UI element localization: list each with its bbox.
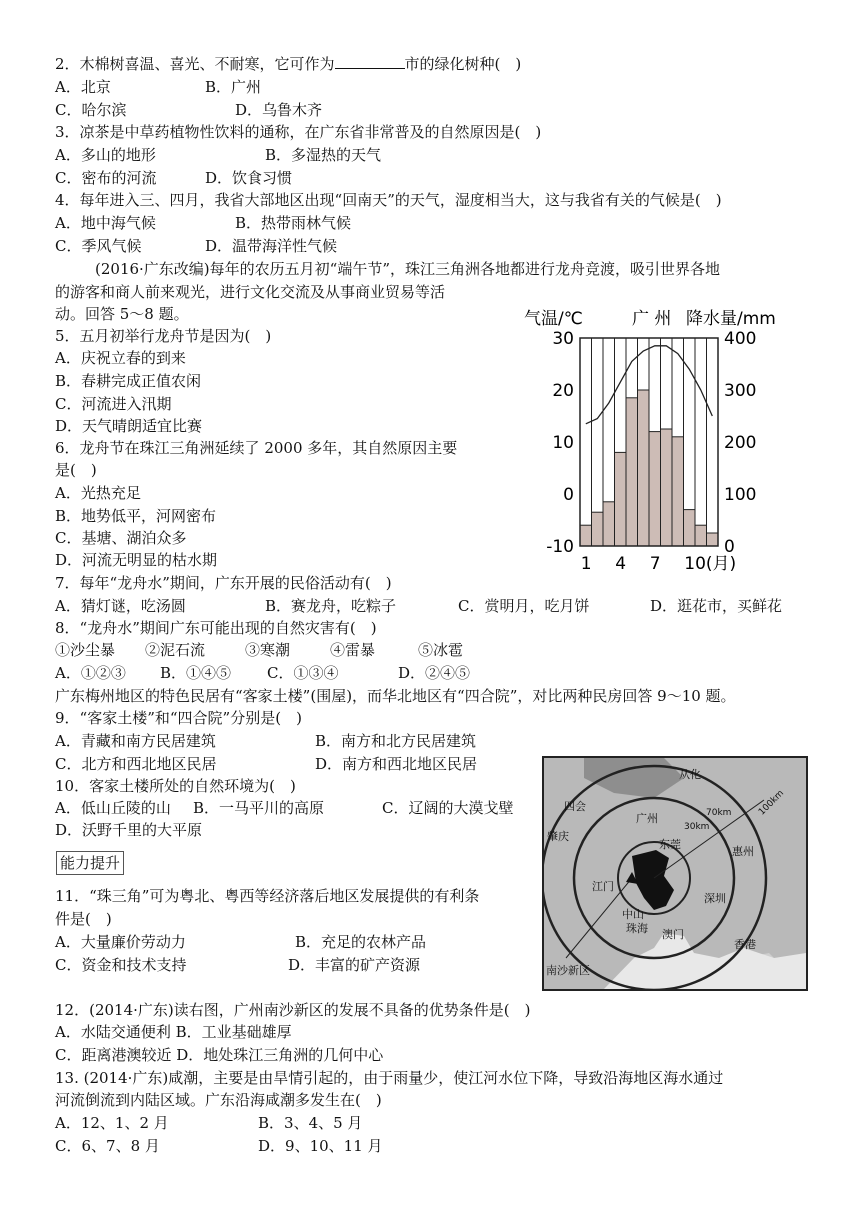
chart-ylabel-right: 降水量/mm bbox=[686, 309, 776, 329]
intro-9-10: 广东梅州地区的特色民居有“客家土楼”(围屋)，而华北地区有“四合院”，对比两种民房回答 9～10 题。 bbox=[55, 687, 736, 705]
q5-option-c[interactable]: C．河流进入汛期 bbox=[55, 395, 172, 413]
q3-option-b[interactable]: B．多湿热的天气 bbox=[265, 146, 382, 164]
precip-bar bbox=[661, 429, 673, 546]
left-tick-label: -10 bbox=[546, 537, 574, 557]
q8-stem: 8．“龙舟水”期间广东可能出现的自然灾害有( ) bbox=[55, 619, 377, 637]
q4-option-d[interactable]: D．温带海洋性气候 bbox=[205, 237, 338, 255]
map-label-guangzhou: 广州 bbox=[636, 812, 658, 825]
q3-option-d[interactable]: D．饮食习惯 bbox=[205, 169, 293, 187]
right-tick-label: 200 bbox=[724, 433, 757, 453]
q11-option-c[interactable]: C．资金和技术支持 bbox=[55, 956, 187, 974]
q2-option-a[interactable]: A．北京 bbox=[55, 78, 111, 96]
q10-stem: 10．客家土楼所处的自然环境为( ) bbox=[55, 777, 296, 795]
left-tick-label: 0 bbox=[563, 485, 574, 505]
q9-option-c[interactable]: C．北方和西北地区民居 bbox=[55, 755, 217, 773]
q12-options-cd[interactable]: C．距离港澳较近 D．地处珠江三角洲的几何中心 bbox=[55, 1046, 384, 1064]
precip-bar bbox=[684, 510, 696, 546]
q9-stem: 9．“客家土楼”和“四合院”分别是( ) bbox=[55, 709, 302, 727]
q6-option-a[interactable]: A．光热充足 bbox=[55, 484, 141, 502]
q8-item-3: ③寒潮 bbox=[245, 641, 291, 659]
map-label-shenzhen: 深圳 bbox=[704, 892, 726, 905]
q10-option-a[interactable]: A．低山丘陵的山 bbox=[55, 799, 171, 817]
q6-stem-line2: 是( ) bbox=[55, 461, 97, 479]
q13-option-a[interactable]: A．12、1、2 月 bbox=[55, 1114, 169, 1132]
q7-option-c[interactable]: C．赏明月，吃月饼 bbox=[458, 597, 590, 615]
q6-option-c[interactable]: C．基塘、湖泊众多 bbox=[55, 529, 187, 547]
intro-5-8-line2: 的游客和商人前来观光，进行文化交流及从事商业贸易等活 bbox=[55, 283, 446, 301]
map-label-70km: 70km bbox=[706, 808, 732, 818]
q2-option-b[interactable]: B．广州 bbox=[205, 78, 262, 96]
guangzhou-climate-chart bbox=[518, 300, 798, 578]
left-tick-label: 20 bbox=[552, 381, 574, 401]
q5-option-a[interactable]: A．庆祝立春的到来 bbox=[55, 349, 186, 367]
map-label-conghua: 从化 bbox=[679, 768, 701, 781]
pearl-river-delta-map bbox=[542, 756, 808, 991]
map-label-zhaoqing: 肇庆 bbox=[547, 830, 569, 843]
q8-item-1: ①沙尘暴 bbox=[55, 641, 116, 659]
q4-option-b[interactable]: B．热带雨林气候 bbox=[235, 214, 352, 232]
precip-bar bbox=[603, 502, 615, 546]
q5-option-b[interactable]: B．春耕完成正值农闲 bbox=[55, 372, 202, 390]
q8-option-c[interactable]: C．①③④ bbox=[267, 664, 339, 682]
q8-option-a[interactable]: A．①②③ bbox=[55, 664, 126, 682]
map-label-hongkong: 香港 bbox=[734, 938, 756, 951]
precip-bar bbox=[580, 525, 592, 546]
q4-option-c[interactable]: C．季风气候 bbox=[55, 237, 142, 255]
right-tick-label: 0 bbox=[724, 537, 735, 557]
x-tick-label: 7 bbox=[649, 554, 661, 574]
left-tick-label: 10 bbox=[552, 433, 574, 453]
q12-options-ab[interactable]: A．水陆交通便利 B．工业基础雄厚 bbox=[55, 1023, 292, 1041]
q13-stem-line2: 河流倒流到内陆区域。广东沿海咸潮多发生在( ) bbox=[55, 1091, 382, 1109]
precip-bar bbox=[626, 398, 638, 546]
q8-item-4: ④雷暴 bbox=[330, 641, 376, 659]
map-label-macau: 澳门 bbox=[662, 928, 684, 941]
map-label-sihui: 四会 bbox=[564, 800, 586, 813]
q2-option-c[interactable]: C．哈尔滨 bbox=[55, 101, 127, 119]
precip-bar bbox=[592, 512, 604, 546]
right-tick-label: 300 bbox=[724, 381, 757, 401]
map-label-100km: 100km bbox=[757, 788, 787, 818]
q6-stem-line1: 6．龙舟节在珠江三角洲延续了 2000 多年，其自然原因主要 bbox=[55, 439, 458, 457]
q11-stem-line1: 11．“珠三角”可为粤北、粤西等经济落后地区发展提供的有利条 bbox=[55, 887, 480, 905]
x-tick-label: 4 bbox=[615, 554, 627, 574]
q7-option-a[interactable]: A．猜灯谜，吃汤圆 bbox=[55, 597, 186, 615]
x-tick-label: 1 bbox=[580, 554, 592, 574]
q11-option-b[interactable]: B．充足的农林产品 bbox=[295, 933, 427, 951]
q10-option-c[interactable]: C．辽阔的大漠戈壁 bbox=[382, 799, 514, 817]
left-tick-label: 30 bbox=[552, 329, 574, 349]
q13-option-d[interactable]: D．9、10、11 月 bbox=[258, 1137, 383, 1155]
q3-option-a[interactable]: A．多山的地形 bbox=[55, 146, 156, 164]
map-label-jiangmen: 江门 bbox=[592, 880, 614, 893]
map-label-huizhou: 惠州 bbox=[732, 845, 754, 858]
q2-stem: 2．木棉树喜温、喜光、不耐寒，它可作为 市的绿化树种( ) bbox=[55, 55, 522, 73]
right-tick-label: 400 bbox=[724, 329, 757, 349]
precip-bar bbox=[638, 390, 650, 546]
precip-bar bbox=[649, 432, 661, 546]
intro-5-8-line3: 动。回答 5～8 题。 bbox=[55, 305, 189, 323]
q7-stem: 7．每年“龙舟水”期间，广东开展的民俗活动有( ) bbox=[55, 574, 392, 592]
q7-option-d[interactable]: D．逛花市，买鲜花 bbox=[650, 597, 783, 615]
q12-stem: 12．(2014·广东)读右图，广州南沙新区的发展不具备的优势条件是( ) bbox=[55, 1001, 531, 1019]
precip-bar bbox=[672, 437, 684, 546]
intro-5-8-line1: (2016·广东改编)每年的农历五月初“端午节”，珠江三角洲各地都进行龙舟竞渡，吸引世界各地 bbox=[95, 260, 720, 278]
q10-option-b[interactable]: B．一马平川的高原 bbox=[193, 799, 325, 817]
q8-item-5: ⑤冰雹 bbox=[418, 641, 464, 659]
precip-bar bbox=[707, 533, 719, 546]
map-label-30km: 30km bbox=[684, 822, 710, 832]
q2-option-d[interactable]: D．乌鲁木齐 bbox=[235, 101, 323, 119]
chart-title: 广 州 bbox=[632, 309, 672, 329]
q4-stem: 4．每年进入三、四月，我省大部地区出现“回南天”的天气，湿度相当大，这与我省有关的气候是( ) bbox=[55, 191, 722, 209]
fill-blank[interactable] bbox=[335, 54, 405, 69]
q5-stem: 5．五月初举行龙舟节是因为( ) bbox=[55, 327, 272, 345]
map-label-dongguan: 东莞 bbox=[659, 838, 681, 851]
precip-bar bbox=[615, 452, 627, 546]
q10-option-d[interactable]: D．沃野千里的大平原 bbox=[55, 821, 203, 839]
section-ability-improvement: 能力提升 bbox=[56, 851, 124, 875]
precip-bar bbox=[695, 525, 707, 546]
x-tick-label: 10(月) bbox=[684, 554, 737, 574]
q8-option-d[interactable]: D．②④⑤ bbox=[398, 664, 471, 682]
q3-stem: 3．凉茶是中草药植物性饮料的通称，在广东省非常普及的自然原因是( ) bbox=[55, 123, 542, 141]
q9-option-b[interactable]: B．南方和北方民居建筑 bbox=[315, 732, 477, 750]
q13-option-b[interactable]: B．3、4、5 月 bbox=[258, 1114, 363, 1132]
q9-option-d[interactable]: D．南方和西北地区民居 bbox=[315, 755, 478, 773]
chart-ylabel-left: 气温/℃ bbox=[524, 309, 583, 329]
q11-option-a[interactable]: A．大量廉价劳动力 bbox=[55, 933, 186, 951]
map-label-zhuhai: 珠海 bbox=[626, 922, 648, 935]
q4-option-a[interactable]: A．地中海气候 bbox=[55, 214, 156, 232]
q8-item-2: ②泥石流 bbox=[145, 641, 206, 659]
map-graphic bbox=[544, 758, 806, 989]
q6-option-b[interactable]: B．地势低平，河网密布 bbox=[55, 507, 217, 525]
q3-option-c[interactable]: C．密布的河流 bbox=[55, 169, 157, 187]
q7-option-b[interactable]: B．赛龙舟，吃粽子 bbox=[265, 597, 397, 615]
q6-option-d[interactable]: D．河流无明显的枯水期 bbox=[55, 551, 218, 569]
map-label-zhongshan: 中山 bbox=[622, 908, 644, 921]
q11-option-d[interactable]: D．丰富的矿产资源 bbox=[288, 956, 421, 974]
q8-option-b[interactable]: B．①④⑤ bbox=[160, 664, 232, 682]
q5-option-d[interactable]: D．天气晴朗适宜比赛 bbox=[55, 417, 203, 435]
q13-stem-line1: 13. (2014·广东)咸潮，主要是由旱情引起的，由于雨量少，使江河水位下降，导致沿海地区海水通过 bbox=[55, 1069, 724, 1087]
right-tick-label: 100 bbox=[724, 485, 757, 505]
q9-option-a[interactable]: A．青藏和南方民居建筑 bbox=[55, 732, 216, 750]
map-label-nansha: 南沙新区 bbox=[546, 964, 590, 977]
q13-option-c[interactable]: C．6、7、8 月 bbox=[55, 1137, 160, 1155]
q11-stem-line2: 件是( ) bbox=[55, 910, 112, 928]
